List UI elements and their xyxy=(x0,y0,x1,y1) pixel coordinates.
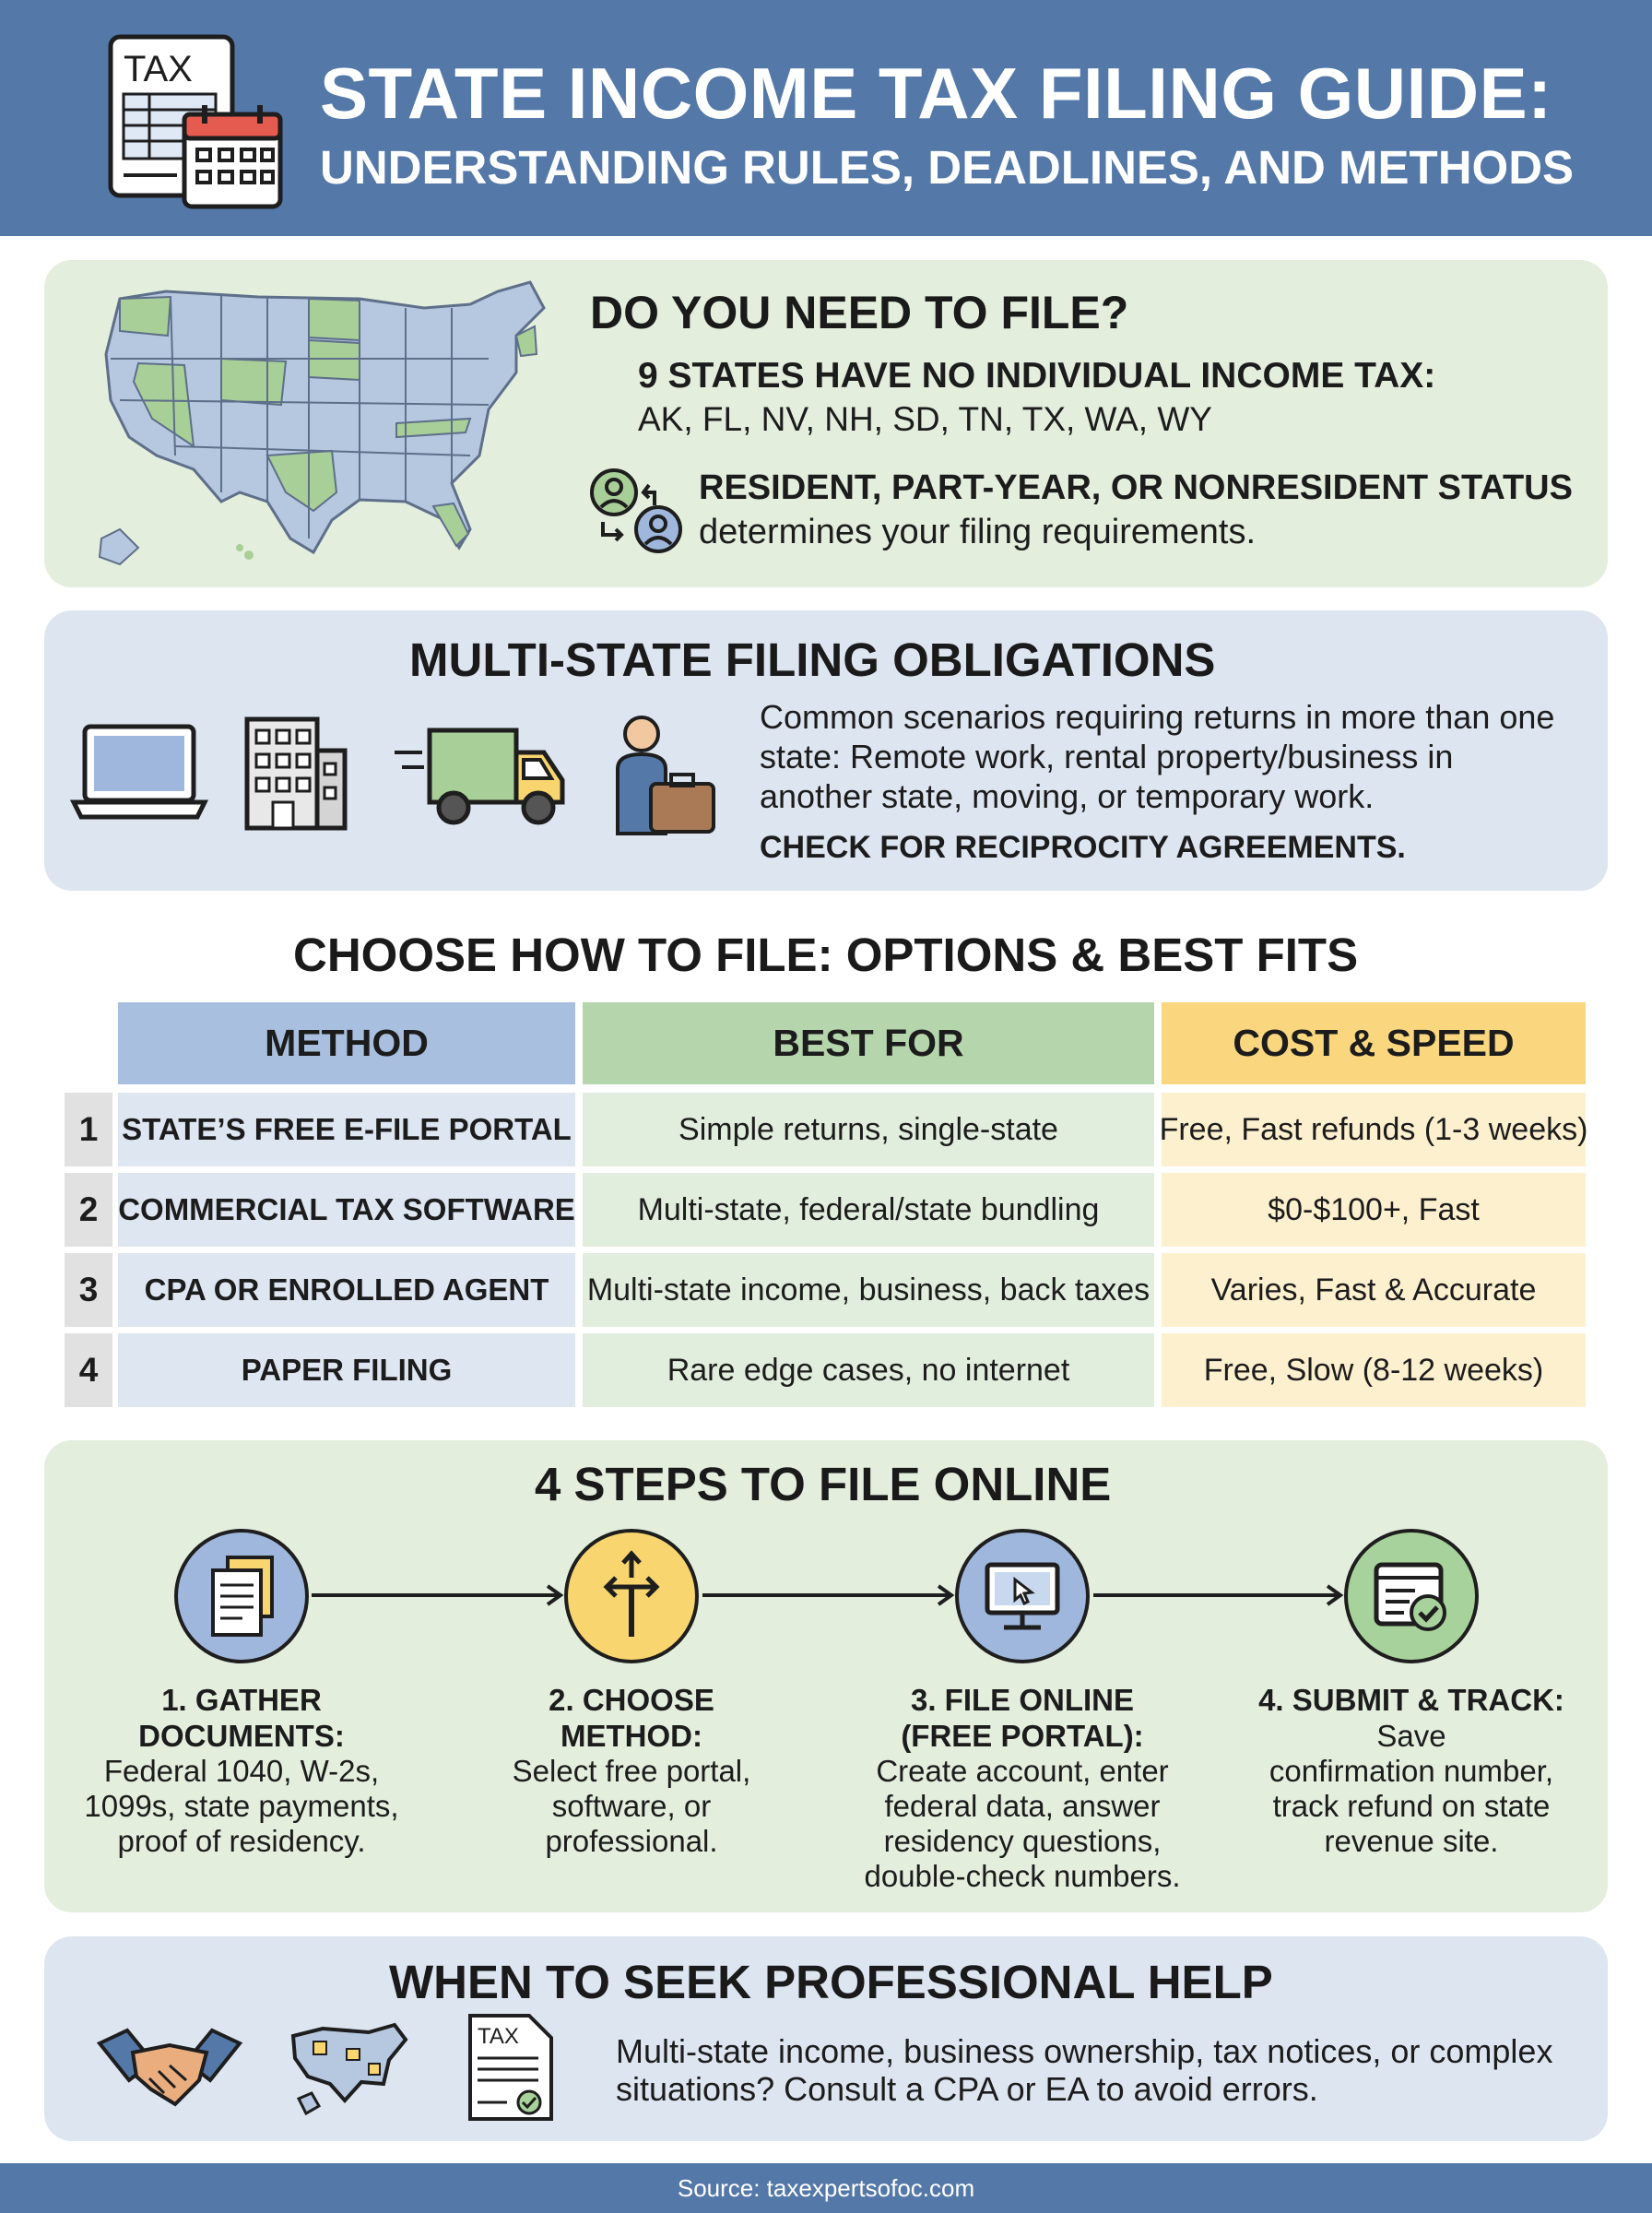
col-header-best-for: BEST FOR xyxy=(583,1002,1154,1084)
methods-heading: CHOOSE HOW TO FILE: OPTIONS & BEST FITS xyxy=(293,929,1359,981)
map-icon xyxy=(286,2018,415,2119)
submit-check-icon xyxy=(1367,1552,1456,1640)
pro-help-description: Multi-state income, business ownership, tax notices, or complex situations? Consult a CPA or EA to avoid errors. xyxy=(616,2032,1553,2108)
step-1-description: Federal 1040, W-2s, 1099s, state payments, proof of residency. xyxy=(84,1754,399,1858)
documents-icon xyxy=(200,1550,283,1642)
pro-help-panel xyxy=(44,1936,1608,2141)
best-for-cell: Simple returns, single-state xyxy=(583,1093,1154,1166)
reciprocity-callout: CHECK FOR RECIPROCITY AGREEMENTS. xyxy=(760,830,1406,865)
residency-status-text: determines your filing requirements. xyxy=(699,513,1257,551)
step-4-circle xyxy=(1344,1529,1479,1663)
header-banner xyxy=(0,0,1652,236)
col-header-cost: COST & SPEED xyxy=(1162,1002,1586,1084)
row-number: 1 xyxy=(65,1093,112,1166)
pro-help-heading: WHEN TO SEEK PROFESSIONAL HELP xyxy=(389,1956,1273,2008)
cost-cell: Varies, Fast & Accurate xyxy=(1162,1253,1586,1327)
need-to-file-heading: DO YOU NEED TO FILE? xyxy=(590,287,1129,338)
best-for-cell: Rare edge cases, no internet xyxy=(583,1333,1154,1407)
method-cell: STATE’S FREE E-FILE PORTAL xyxy=(118,1093,575,1166)
cost-cell: $0-$100+, Fast xyxy=(1162,1173,1586,1247)
cost-cell: Free, Fast refunds (1-3 weeks) xyxy=(1162,1093,1586,1166)
worker-briefcase-icon xyxy=(610,714,721,839)
best-for-cell: Multi-state, federal/state bundling xyxy=(583,1173,1154,1247)
step-4-description: Save confirmation number, track refund on state revenue site. xyxy=(1268,1719,1554,1858)
signpost-icon xyxy=(590,1550,673,1642)
step-3-title: 3. FILE ONLINE (FREE PORTAL): xyxy=(901,1683,1144,1753)
row-number: 4 xyxy=(65,1333,112,1407)
svg-text:TAX: TAX xyxy=(478,2024,519,2049)
multi-state-description: Common scenarios requiring returns in more than one state: Remote work, rental property/business in another state, moving, or temporary work. xyxy=(760,698,1555,815)
multi-state-heading: MULTI-STATE FILING OBLIGATIONS xyxy=(409,633,1216,686)
method-cell: COMMERCIAL TAX SOFTWARE xyxy=(118,1173,575,1247)
tax-calendar-icon xyxy=(103,30,288,214)
office-building-icon xyxy=(240,714,350,834)
footer-bar xyxy=(0,2163,1652,2213)
step-2-description: Select free portal, software, or professional. xyxy=(512,1754,751,1858)
moving-truck-icon xyxy=(395,725,570,832)
step-3-circle xyxy=(955,1529,1090,1663)
cost-cell: Free, Slow (8-12 weeks) xyxy=(1162,1333,1586,1407)
step-1-title: 1. GATHER DOCUMENTS: xyxy=(138,1683,345,1753)
no-tax-heading: 9 STATES HAVE NO INDIVIDUAL INCOME TAX: xyxy=(638,356,1436,396)
step-1-circle xyxy=(174,1529,309,1663)
laptop-icon xyxy=(70,721,208,822)
svg-text:TAX: TAX xyxy=(124,49,193,89)
residency-switch-icon xyxy=(586,465,688,557)
col-header-method: METHOD xyxy=(118,1002,575,1084)
step-2-circle xyxy=(564,1529,699,1663)
step-4-title: 4. SUBMIT & TRACK: xyxy=(1258,1683,1564,1717)
tax-document-icon xyxy=(465,2010,557,2124)
step-3-description: Create account, enter federal data, answer residency questions, double-check numbers. xyxy=(864,1754,1181,1893)
multi-state-panel xyxy=(44,610,1608,891)
page-title: STATE INCOME TAX FILING GUIDE: xyxy=(320,53,1552,134)
row-number: 2 xyxy=(65,1173,112,1247)
handshake-icon xyxy=(96,2025,243,2117)
best-for-cell: Multi-state income, business, back taxes xyxy=(583,1253,1154,1327)
us-map-icon xyxy=(83,271,618,575)
no-tax-states: AK, FL, NV, NH, SD, TN, TX, WA, WY xyxy=(638,400,1212,438)
steps-heading: 4 STEPS TO FILE ONLINE xyxy=(535,1458,1112,1510)
method-cell: CPA OR ENROLLED AGENT xyxy=(118,1253,575,1327)
residency-status-heading: RESIDENT, PART-YEAR, OR NONRESIDENT STATUS xyxy=(699,468,1573,507)
step-2-title: 2. CHOOSE METHOD: xyxy=(549,1683,714,1753)
page-subtitle: UNDERSTANDING RULES, DEADLINES, AND METHODS xyxy=(320,141,1575,194)
need-to-file-panel xyxy=(44,260,1608,587)
row-number: 3 xyxy=(65,1253,112,1327)
method-cell: PAPER FILING xyxy=(118,1333,575,1407)
computer-icon xyxy=(978,1552,1067,1640)
source-credit: Source: taxexpertsofoc.com xyxy=(677,2173,975,2202)
